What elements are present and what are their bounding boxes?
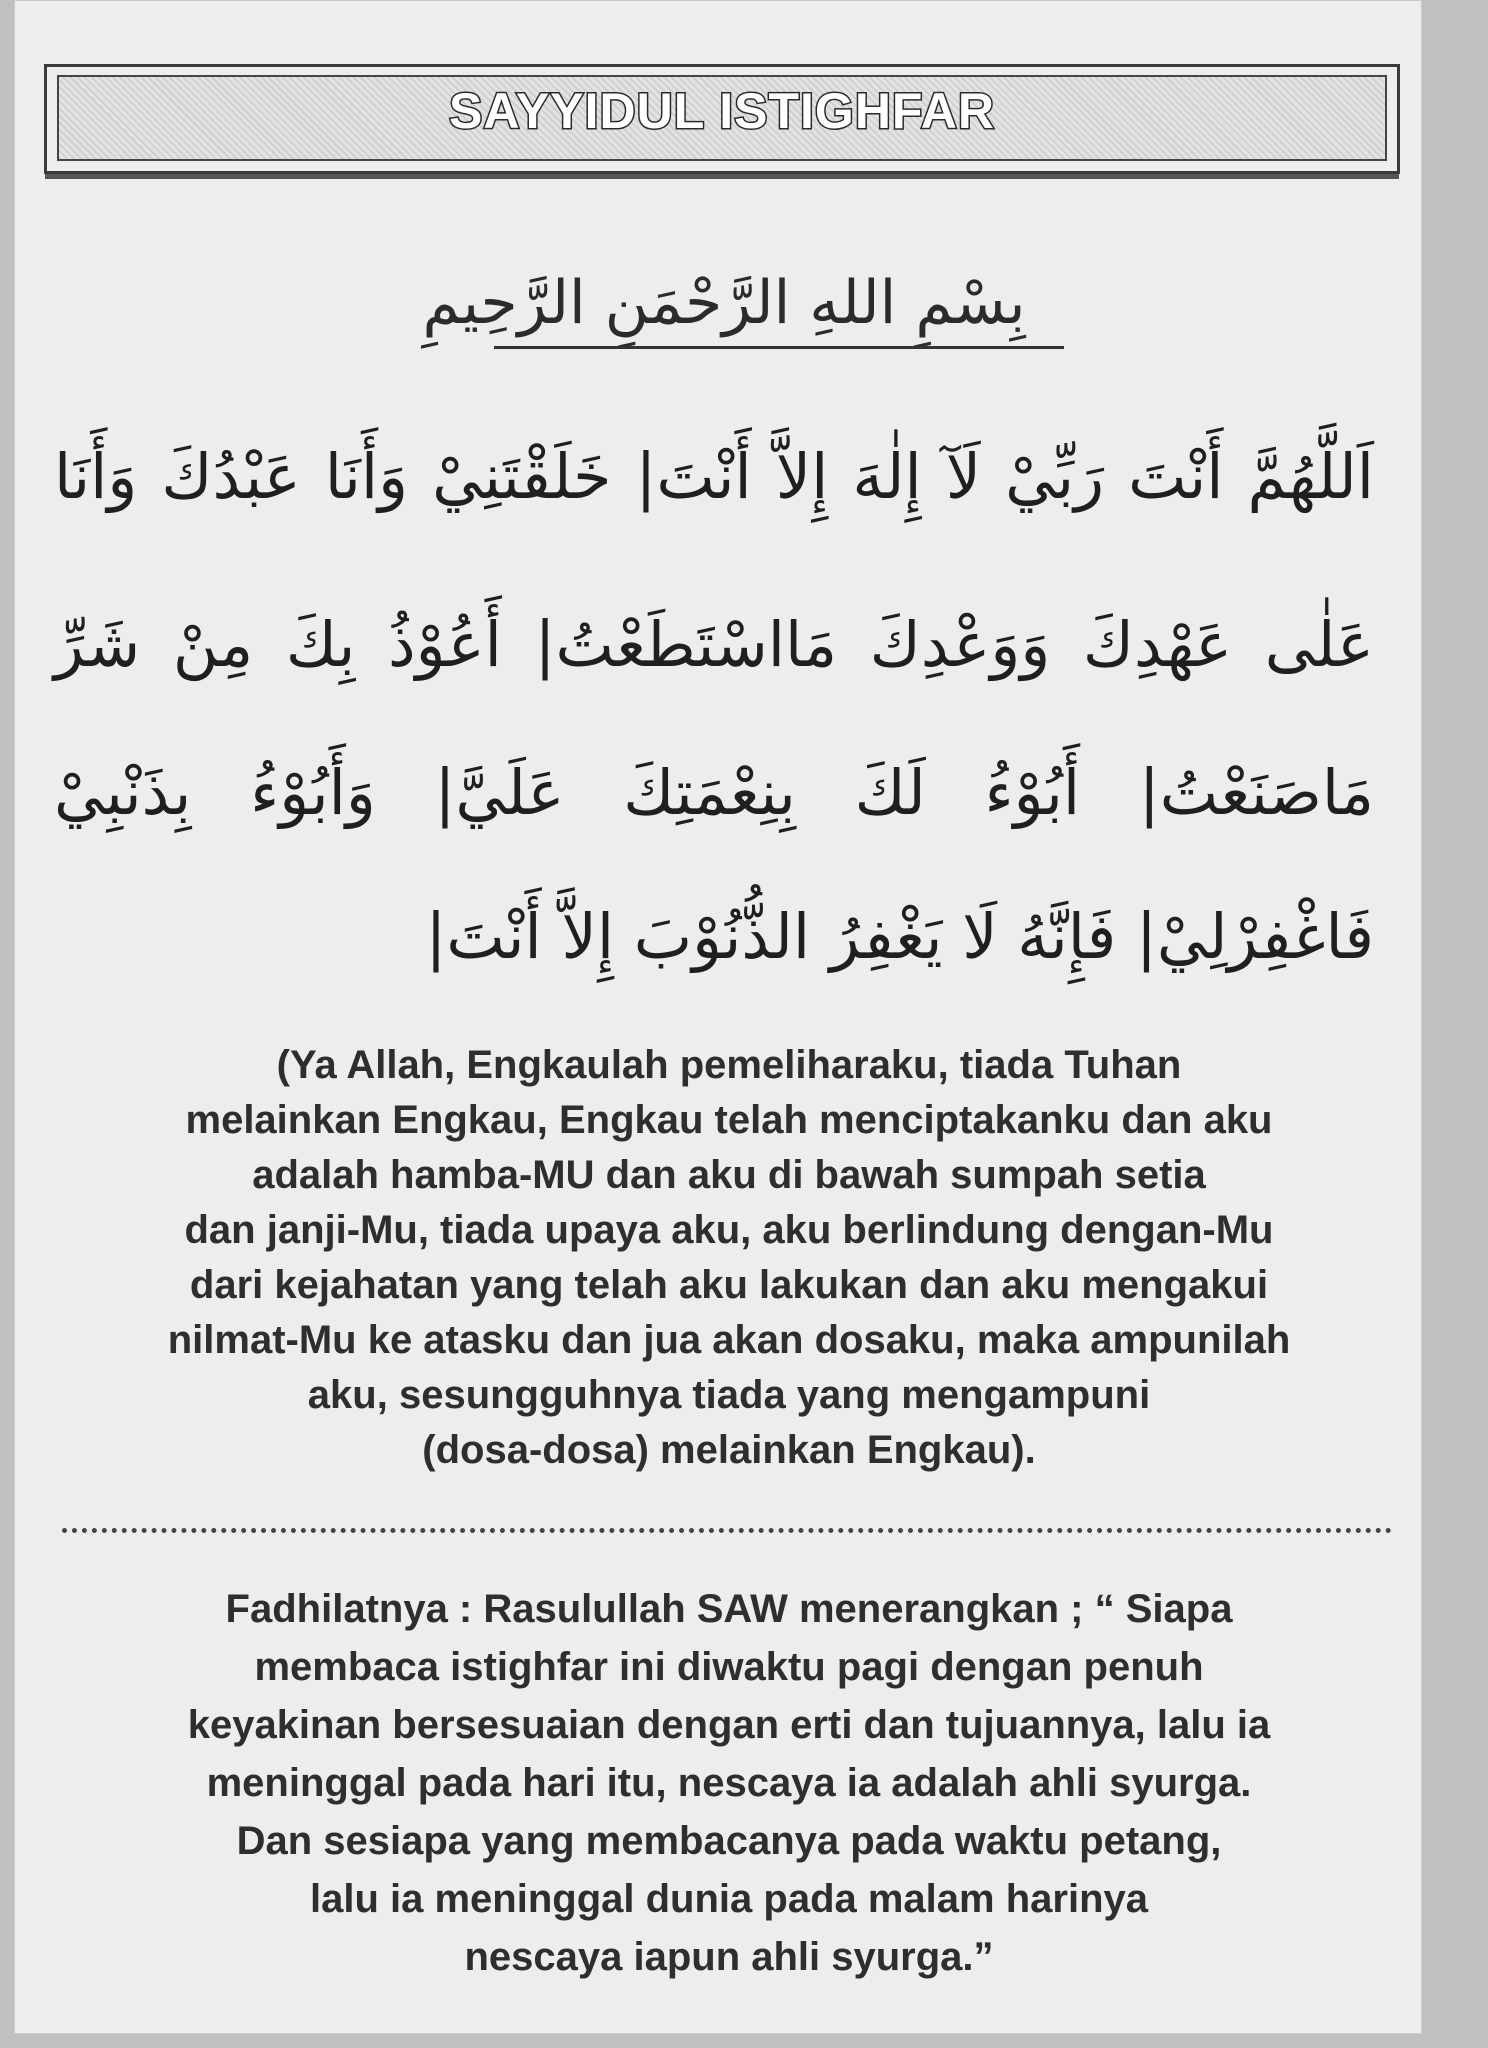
title-banner bbox=[44, 64, 1400, 174]
basmala-calligraphy bbox=[344, 268, 1104, 398]
arabic-line-3: مَاصَنَعْتُ| أَبُوْءُ لَكَ بِنِعْمَتِكَ عَلَيَّ| وَأَبُوْءُ بِذَنْبِيْ bbox=[54, 756, 1374, 829]
translation-line: melainkan Engkau, Engkau telah menciptakanku dan aku bbox=[185, 1098, 1273, 1142]
page-title: SAYYIDUL ISTIGHFAR bbox=[449, 83, 995, 139]
basmala-text: بِسْمِ اللهِ الرَّحْمَنِ الرَّحِيمِ bbox=[422, 268, 1026, 338]
fadhilat-line: Fadhilatnya : Rasulullah SAW menerangkan ; “ Siapa bbox=[225, 1587, 1233, 1631]
arabic-line-4: فَاغْفِرْلِيْ| فَإِنَّهُ لَا يَغْفِرُ الذُّنُوْبَ إِلاَّ أَنْتَ| bbox=[425, 900, 1374, 973]
arabic-line-1: اَللَّهُمَّ أَنْتَ رَبِّيْ لَآ إِلٰهَ إِلاَّ أَنْتَ| خَلَقْتَنِيْ وَأَنَا عَبْدُكَ وَأَنَا bbox=[54, 440, 1374, 513]
fadhilat-paragraph bbox=[64, 1580, 1394, 1986]
arabic-line-2: عَلٰى عَهْدِكَ وَوَعْدِكَ مَااسْتَطَعْتُ| أَعُوْذُ بِكَ مِنْ شَرِّ bbox=[54, 608, 1374, 681]
fadhilat-line: lalu ia meninggal dunia pada malam harinya bbox=[309, 1877, 1148, 1921]
translation-line: (Ya Allah, Engkaulah pemeliharaku, tiada Tuhan bbox=[276, 1043, 1182, 1087]
document-page bbox=[14, 0, 1422, 2034]
translation-line: nilmat-Mu ke atasku dan jua akan dosaku, maka ampunilah bbox=[167, 1318, 1291, 1362]
fadhilat-line: meninggal pada hari itu, nescaya ia adalah ahli syurga. bbox=[206, 1761, 1252, 1805]
translation-line: aku, sesungguhnya tiada yang mengampuni bbox=[307, 1373, 1151, 1417]
basmala-stroke bbox=[494, 346, 1064, 349]
translation-line: dari kejahatan yang telah aku lakukan dan aku mengakui bbox=[189, 1263, 1269, 1307]
fadhilat-line: nescaya iapun ahli syurga.” bbox=[464, 1935, 994, 1979]
translation-line: adalah hamba-MU dan aku di bawah sumpah setia bbox=[252, 1153, 1206, 1197]
translation-paragraph bbox=[64, 1038, 1394, 1478]
title-banner-inner bbox=[57, 75, 1387, 161]
dotted-divider bbox=[62, 1528, 1392, 1533]
fadhilat-line: Dan sesiapa yang membacanya pada waktu petang, bbox=[236, 1819, 1222, 1863]
fadhilat-line: keyakinan bersesuaian dengan erti dan tujuannya, lalu ia bbox=[187, 1703, 1271, 1747]
fadhilat-line: membaca istighfar ini diwaktu pagi dengan penuh bbox=[254, 1645, 1204, 1689]
translation-line: (dosa-dosa) melainkan Engkau). bbox=[422, 1428, 1036, 1472]
translation-line: dan janji-Mu, tiada upaya aku, aku berlindung dengan-Mu bbox=[184, 1208, 1274, 1252]
